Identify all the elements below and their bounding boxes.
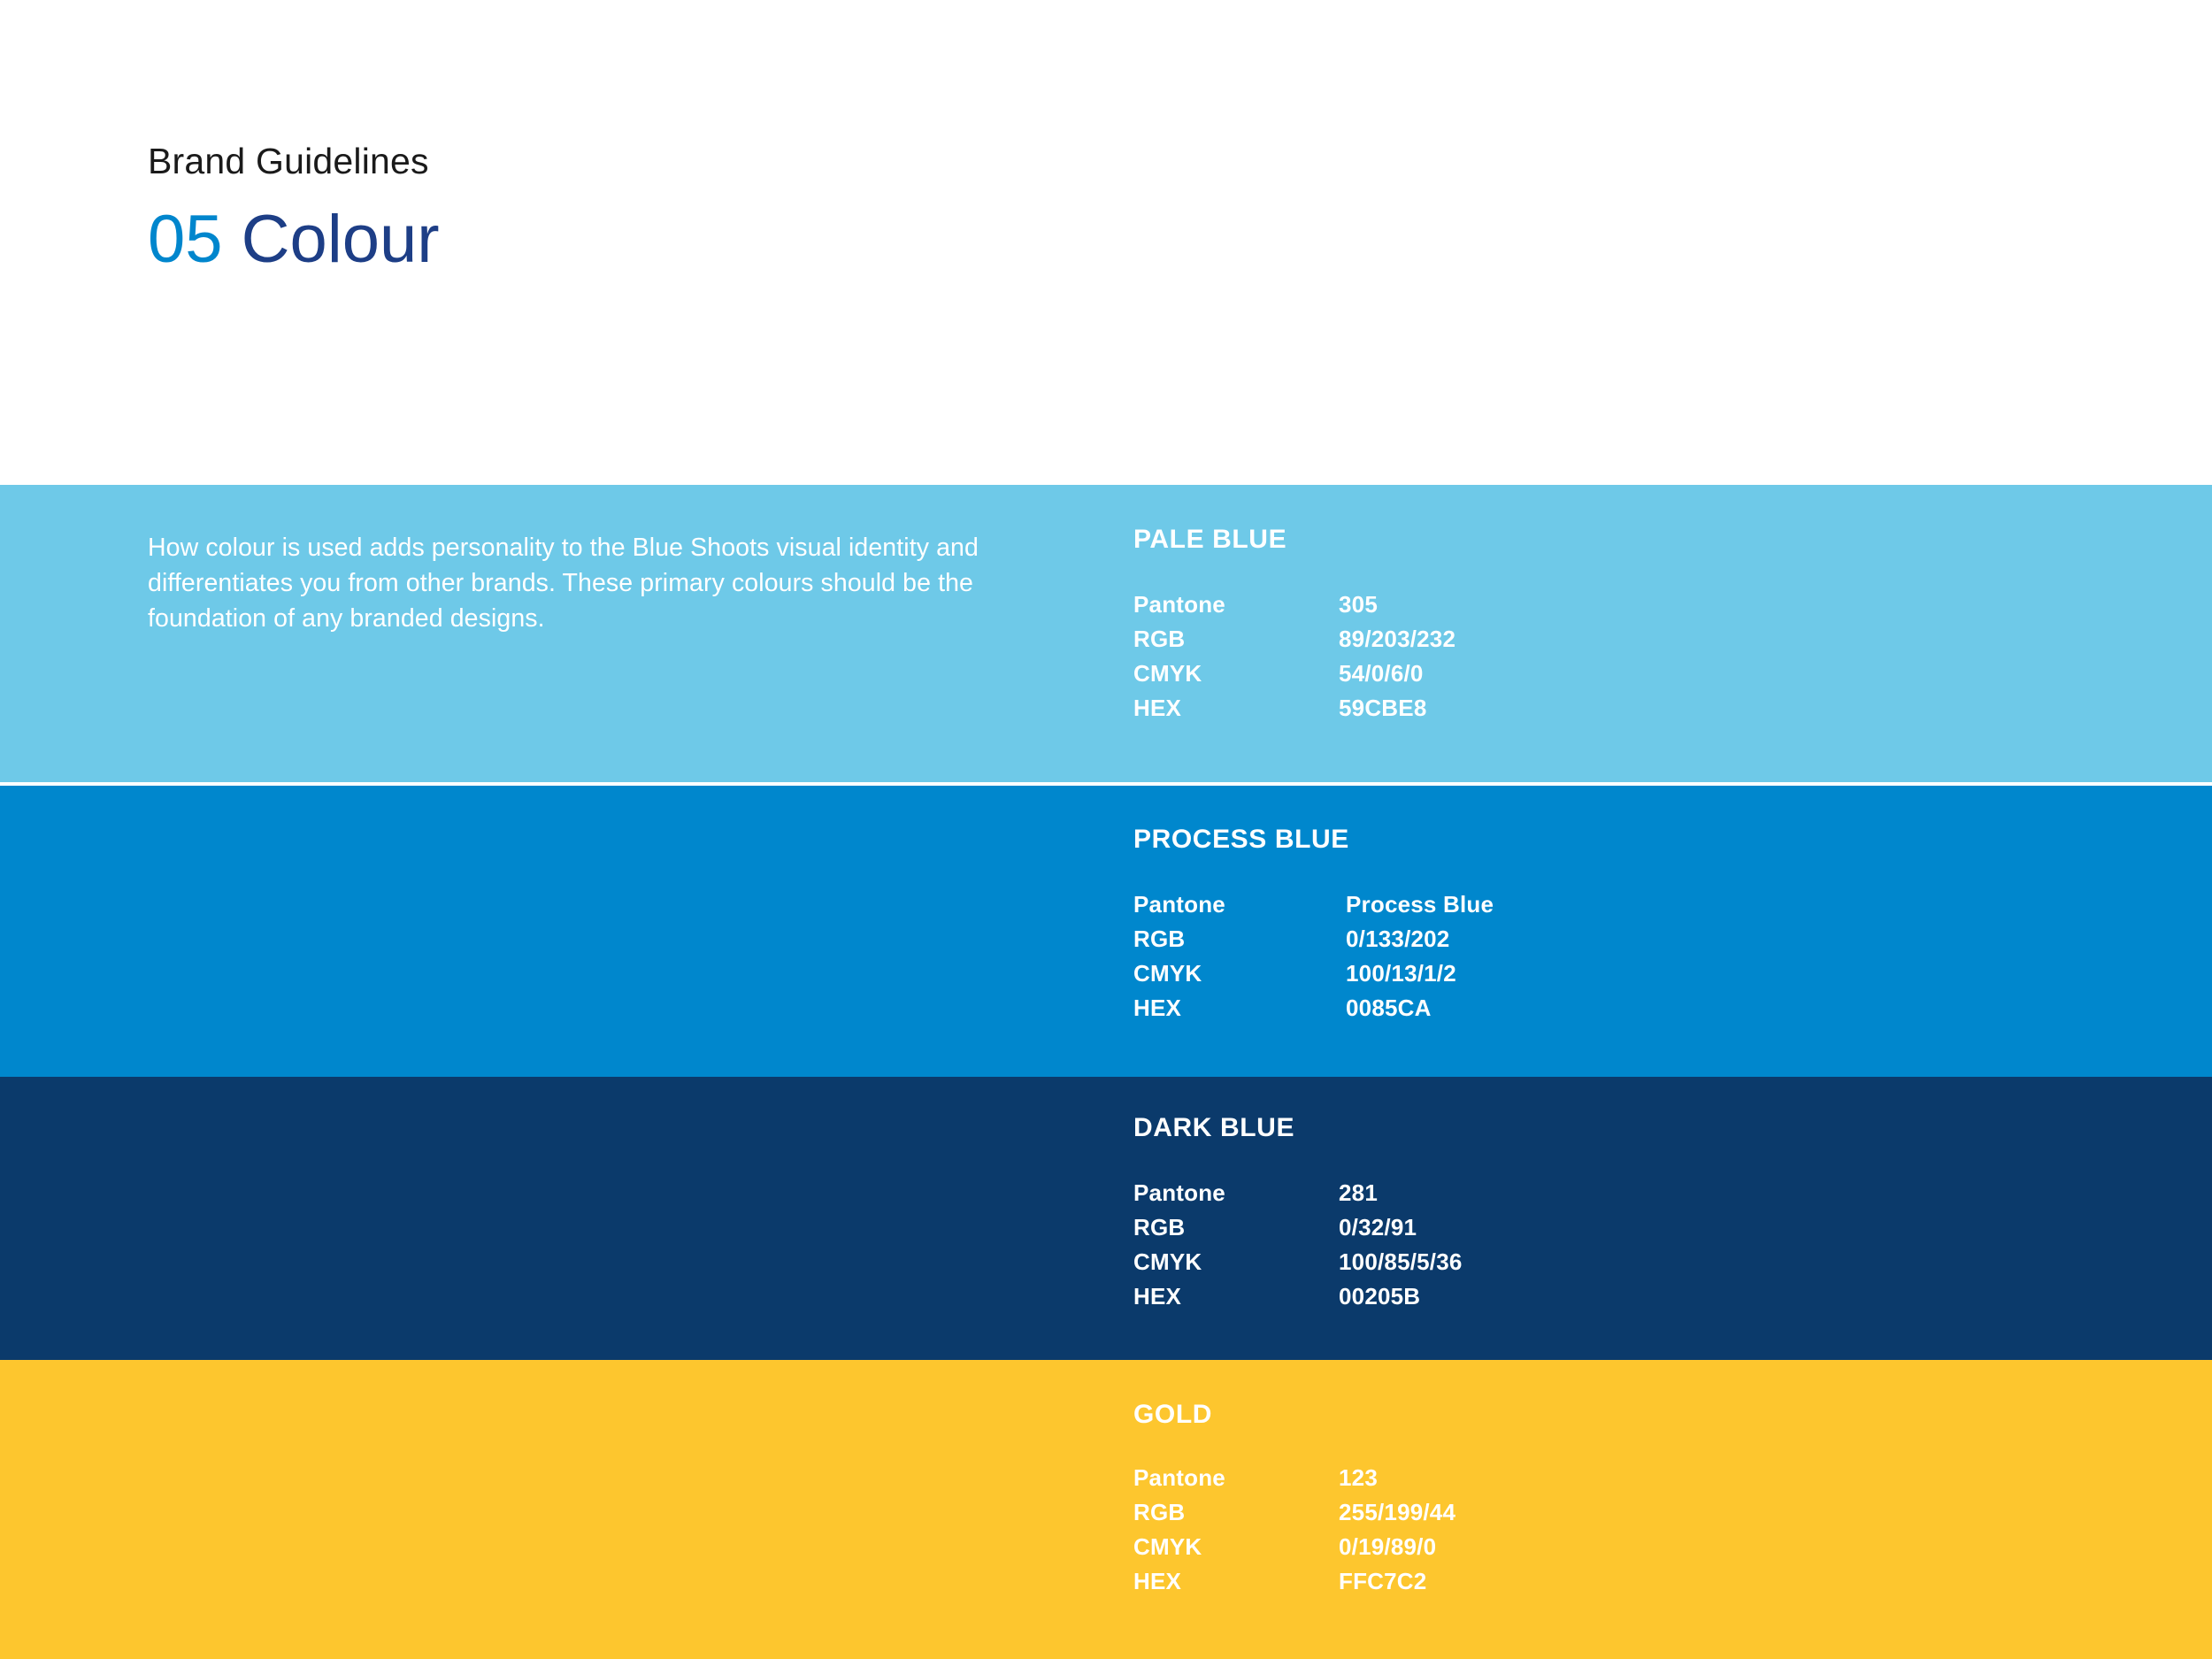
band-divider (0, 782, 2212, 786)
value-hex: 00205B (1339, 1282, 1421, 1310)
section-title: Colour (241, 202, 440, 278)
spec-table (1133, 592, 1455, 730)
spec-gold (1133, 1400, 1753, 1603)
value-cmyk: 100/85/5/36 (1339, 1248, 1463, 1275)
intro-paragraph: How colour is used adds personality to the Blue Shoots visual identity and differentiates you from other brands. These primary colours should be the foundation of any branded designs. (148, 534, 979, 633)
swatch-name: GOLD (1133, 1400, 1213, 1429)
swatch-name: PROCESS BLUE (1133, 825, 1349, 854)
spec-table (1133, 1465, 1455, 1603)
swatch-name: PALE BLUE (1133, 525, 1287, 554)
value-pantone: Process Blue (1346, 891, 1494, 918)
label-cmyk: CMYK (1133, 959, 1202, 987)
table-row (1133, 1500, 1455, 1534)
value-rgb: 255/199/44 (1339, 1498, 1456, 1525)
value-hex: 0085CA (1346, 994, 1432, 1021)
spec-pale-blue (1133, 525, 1753, 730)
brand-guidelines-eyebrow: Brand Guidelines (148, 141, 429, 181)
label-cmyk: CMYK (1133, 1532, 1202, 1560)
table-row (1133, 1215, 1463, 1249)
table-row (1133, 1569, 1455, 1603)
spec-table (1133, 892, 1494, 1030)
spec-dark-blue (1133, 1113, 1753, 1318)
value-hex: FFC7C2 (1339, 1567, 1427, 1594)
value-pantone: 281 (1339, 1179, 1378, 1206)
table-row (1133, 995, 1494, 1030)
label-rgb: RGB (1133, 1498, 1186, 1525)
label-rgb: RGB (1133, 925, 1186, 952)
table-row (1133, 961, 1494, 995)
swatch-band-process-blue (0, 786, 2212, 1077)
label-pantone: Pantone (1133, 1179, 1225, 1206)
value-pantone: 305 (1339, 591, 1378, 618)
table-row (1133, 1249, 1463, 1284)
table-row (1133, 926, 1494, 961)
label-cmyk: CMYK (1133, 659, 1202, 687)
table-row (1133, 695, 1455, 730)
value-pantone: 123 (1339, 1464, 1378, 1491)
spec-table (1133, 1180, 1463, 1318)
page-title (148, 202, 1210, 278)
page-header (148, 141, 1210, 278)
value-rgb: 0/32/91 (1339, 1213, 1417, 1240)
table-row (1133, 892, 1494, 926)
table-row (1133, 592, 1455, 626)
table-row (1133, 1465, 1455, 1500)
value-cmyk: 54/0/6/0 (1339, 659, 1424, 687)
swatch-band-dark-blue (0, 1077, 2212, 1360)
swatch-name: DARK BLUE (1133, 1113, 1295, 1142)
label-rgb: RGB (1133, 1213, 1186, 1240)
label-pantone: Pantone (1133, 591, 1225, 618)
swatch-band-gold (0, 1360, 2212, 1659)
value-cmyk: 100/13/1/2 (1346, 959, 1456, 987)
value-rgb: 0/133/202 (1346, 925, 1450, 952)
label-cmyk: CMYK (1133, 1248, 1202, 1275)
table-row (1133, 626, 1455, 661)
spec-process-blue (1133, 825, 1753, 1030)
label-hex: HEX (1133, 694, 1182, 721)
value-cmyk: 0/19/89/0 (1339, 1532, 1437, 1560)
label-pantone: Pantone (1133, 891, 1225, 918)
label-hex: HEX (1133, 1282, 1182, 1310)
label-hex: HEX (1133, 1567, 1182, 1594)
value-hex: 59CBE8 (1339, 694, 1427, 721)
table-row (1133, 1180, 1463, 1215)
table-row (1133, 1284, 1463, 1318)
label-pantone: Pantone (1133, 1464, 1225, 1491)
table-row (1133, 1534, 1455, 1569)
label-hex: HEX (1133, 994, 1182, 1021)
value-rgb: 89/203/232 (1339, 625, 1456, 652)
label-rgb: RGB (1133, 625, 1186, 652)
table-row (1133, 661, 1455, 695)
section-number: 05 (148, 202, 223, 278)
